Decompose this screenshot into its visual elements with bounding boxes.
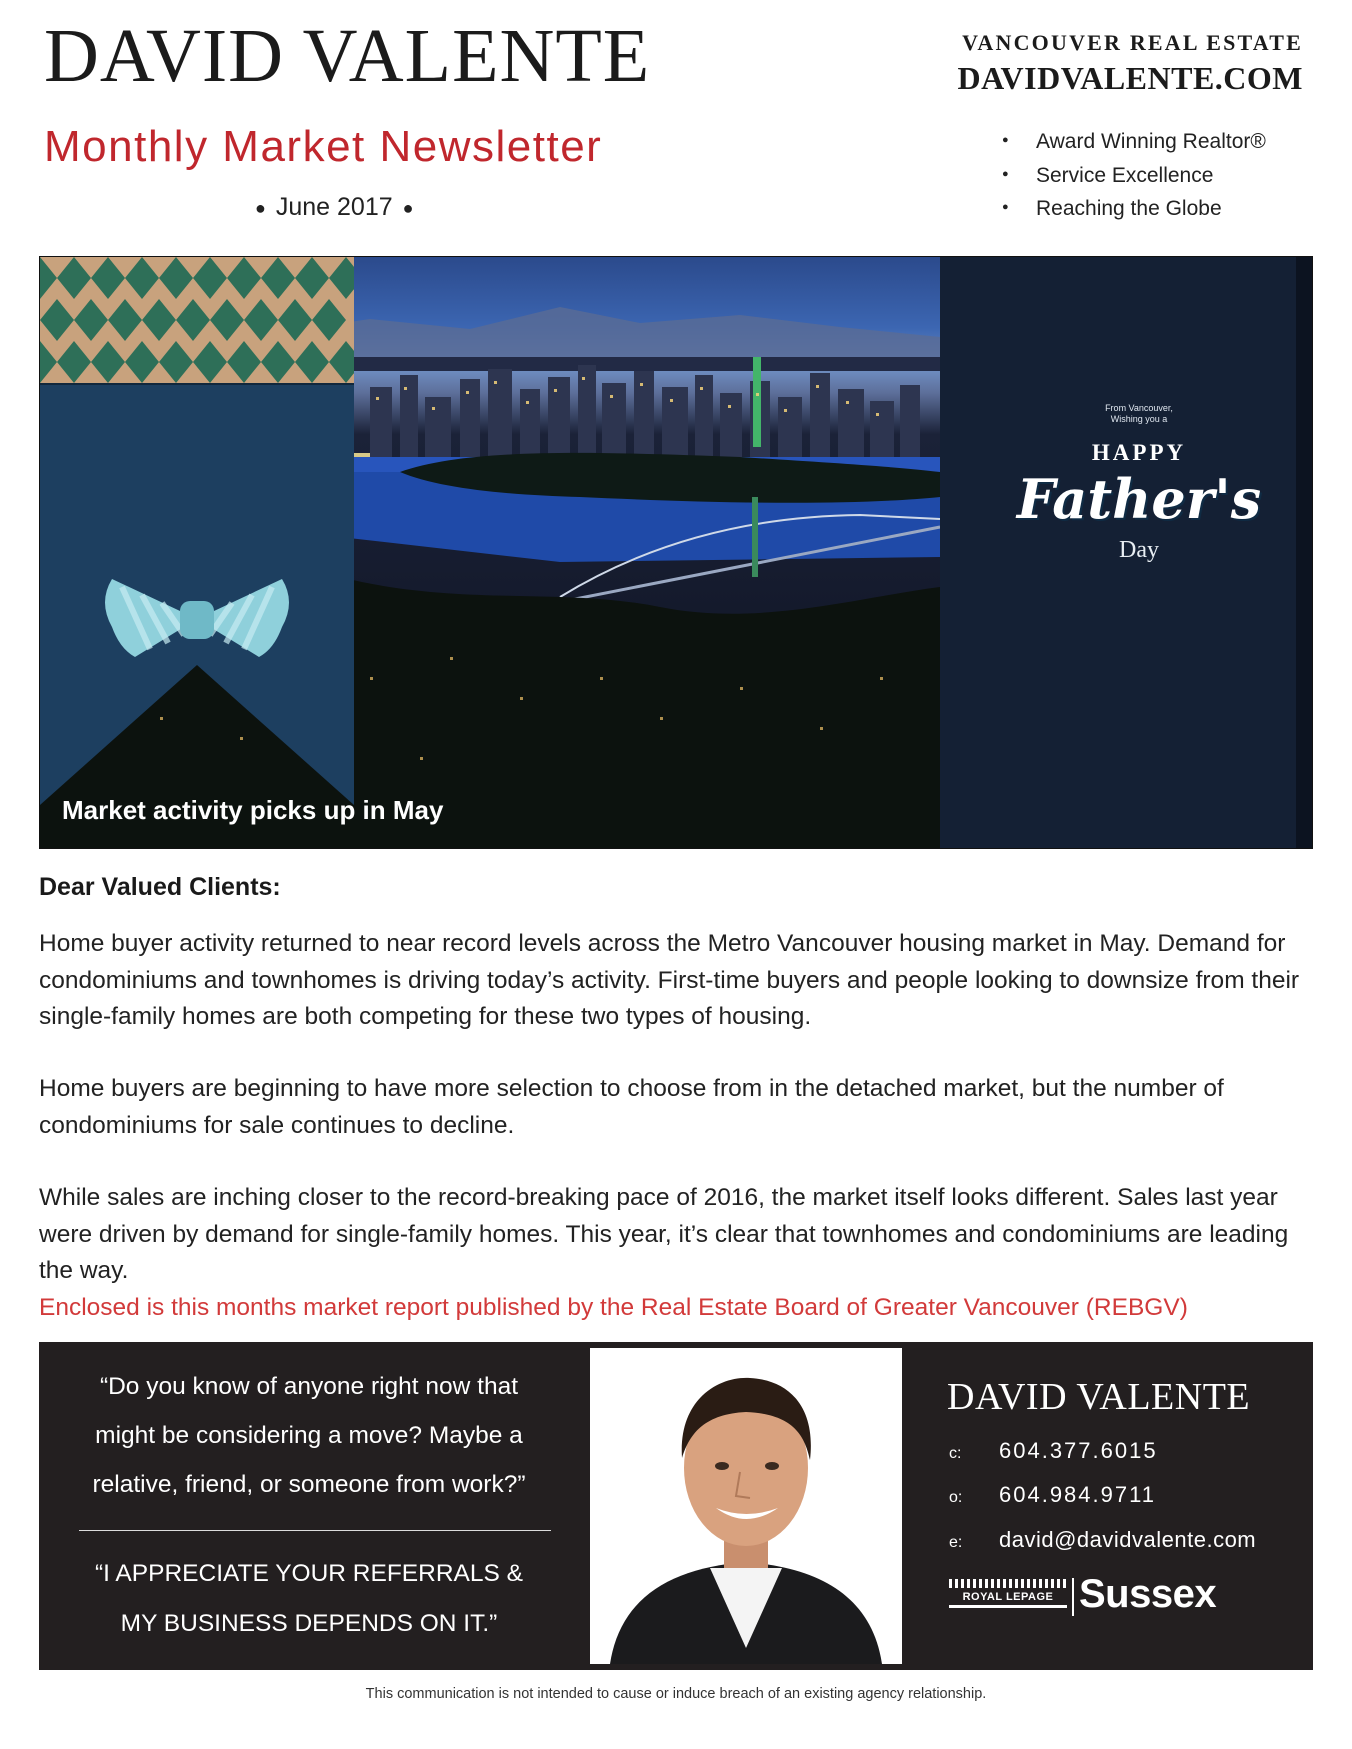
brokerage-name: Sussex (1079, 1572, 1217, 1616)
contact-label: e: (949, 1534, 963, 1551)
agent-portrait-icon (590, 1348, 902, 1664)
enclosed-note: Enclosed is this months market report published by the Real Estate Board of Greater Vancouver (REBGV) (39, 1294, 1188, 1321)
disclaimer: This communication is not intended to cause or induce breach of an existing agency relationship. (365, 1686, 987, 1702)
banner-day: Day (1119, 537, 1159, 563)
highlight-item: ● Service Excellence (1002, 164, 1266, 198)
contact-email[interactable] (949, 1527, 1256, 1553)
agent-footer (39, 1342, 1313, 1670)
newsletter-title: Monthly Market Newsletter (44, 122, 603, 171)
paragraph-2: Home buyers are beginning to have more selection to choose from in the detached market, but the number of condominiums for sale continues to decline. (39, 1075, 1224, 1139)
website-link[interactable]: DAVIDVALENTE.COM (957, 60, 1303, 96)
banner-fathers: Father's (1016, 467, 1262, 531)
banner-from-text: From Vancouver, Wishing you a (1105, 403, 1173, 424)
contact-value: 604.377.6015 (999, 1438, 1158, 1463)
logo-separator (1072, 1578, 1074, 1616)
contact-label: c: (949, 1445, 962, 1462)
quote-divider (79, 1530, 551, 1531)
contact-value: david@davidvalente.com (999, 1527, 1257, 1552)
header-contact (957, 30, 1303, 97)
brand-name: DAVID VALENTE (44, 14, 651, 98)
referral-question: “Do you know of anyone right now that might be considering a move? Maybe a relative, friend, or someone from work?” (92, 1373, 526, 1498)
highlights-list (1002, 130, 1266, 231)
highlight-item: ● Award Winning Realtor® (1002, 130, 1266, 164)
agent-photo (590, 1348, 902, 1664)
greeting: Dear Valued Clients: (39, 873, 281, 901)
paragraph-3: While sales are inching closer to the record-breaking pace of 2016, the market itself looks different. Sales last year were driven by demand for single-family homes. This year, it’s clear that townhomes and condominiums are leading the way. (39, 1184, 1289, 1284)
contact-label: o: (949, 1489, 963, 1506)
bullet-dot-icon: ● (402, 197, 414, 218)
contact-office[interactable] (949, 1482, 1156, 1508)
issue-date (245, 193, 424, 222)
hero-caption: Market activity picks up in May (62, 795, 444, 825)
contact-value: 604.984.9711 (999, 1482, 1156, 1507)
hero-image (39, 256, 1313, 849)
location-line: VANCOUVER REAL ESTATE (962, 30, 1303, 55)
contact-cell[interactable] (949, 1438, 1158, 1464)
bullet-dot-icon: ● (255, 197, 266, 218)
paragraph-1: Home buyer activity returned to near record levels across the Metro Vancouver housing market in May. Demand for condominiums and townhomes is driving today’s activity. First-time buyers and people looking to downsize from their single-family homes are both competing for these two types of housing. (39, 930, 1300, 1030)
referral-appreciation: “I APPRECIATE YOUR REFERRALS & MY BUSINESS DEPENDS ON IT.” (95, 1560, 523, 1637)
banner-happy: HAPPY (1091, 440, 1187, 465)
royal-lepage-text: ROYAL LEPAGE (962, 1591, 1054, 1603)
fathers-day-banner (40, 257, 354, 805)
highlight-item: ● Reaching the Globe (1002, 197, 1266, 231)
agent-name: DAVID VALENTE (947, 1376, 1251, 1418)
issue-date-text: June 2017 (275, 193, 393, 221)
